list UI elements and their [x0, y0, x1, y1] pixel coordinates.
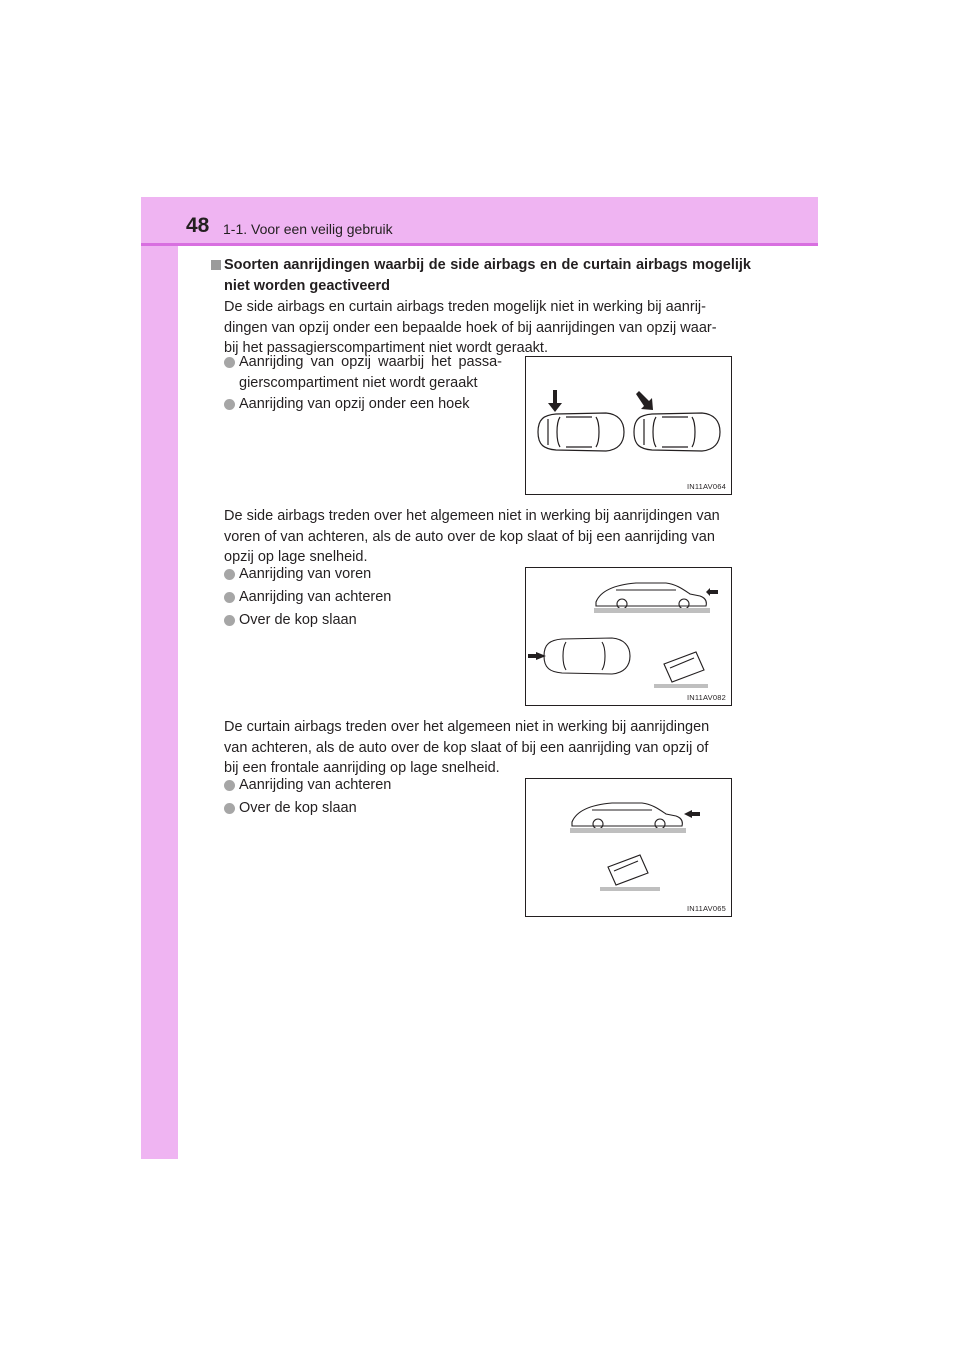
section-title: 1-1. Voor een veilig gebruik — [223, 221, 393, 237]
side-tab — [141, 197, 178, 1159]
bullet-icon — [224, 592, 235, 603]
square-bullet-icon — [211, 260, 221, 270]
front-rear-rollover-drawing — [526, 568, 731, 705]
bullet-icon — [224, 780, 235, 791]
list-item: Aanrijding van opzij waarbij het passa- gierscompartiment niet wordt geraakt — [224, 352, 502, 393]
intro-paragraph: De side airbags en curtain airbags treden mogelijk niet in werking bij aanrij- dingen van opzij onder een bepaalde hoek of bij aanrijdingen van opzij waar- bij het passagierscompartiment niet wordt geraakt. — [224, 299, 717, 356]
paragraph: De curtain airbags treden over het algemeen niet in werking bij aanrijdingen van achteren, als de auto over de kop slaat of bij een aanrijding van opzij of bij een frontale aanrijding op lage snelheid. — [224, 719, 710, 776]
side-impact-drawing — [526, 357, 731, 494]
illustration-rear-rollover — [525, 778, 732, 917]
bullet-icon — [224, 357, 235, 368]
paragraph: De side airbags treden over het algemeen niet in werking bij aanrijdingen van voren of van achteren, als de auto over de kop slaat of bij een aanrijding van opzij op lage snelheid. — [224, 508, 720, 565]
list-item: Aanrijding van opzij onder een hoek — [224, 394, 470, 415]
subsection-heading — [211, 255, 751, 297]
figure-code: IN11AV082 — [686, 693, 726, 702]
list-item: Aanrijding van achteren — [224, 587, 391, 608]
list-item: Aanrijding van achteren — [224, 775, 391, 796]
figure-code: IN11AV064 — [686, 482, 726, 491]
header-rule — [141, 243, 818, 246]
list-item: Over de kop slaan — [224, 798, 357, 819]
bullet-icon — [224, 399, 235, 410]
page-number: 48 — [186, 214, 210, 237]
list-item: Aanrijding van voren — [224, 564, 371, 585]
rear-rollover-drawing — [526, 779, 731, 916]
bullet-icon — [224, 569, 235, 580]
bullet-icon — [224, 803, 235, 814]
heading-text: Soorten aanrijdingen waarbij de side airbags en de curtain airbags mogelijk niet worden geactiveerd — [224, 257, 751, 294]
illustration-front-rear-rollover — [525, 567, 732, 706]
illustration-side-impact — [525, 356, 732, 495]
list-item: Over de kop slaan — [224, 610, 357, 631]
figure-code: IN11AV065 — [686, 904, 726, 913]
bullet-icon — [224, 615, 235, 626]
